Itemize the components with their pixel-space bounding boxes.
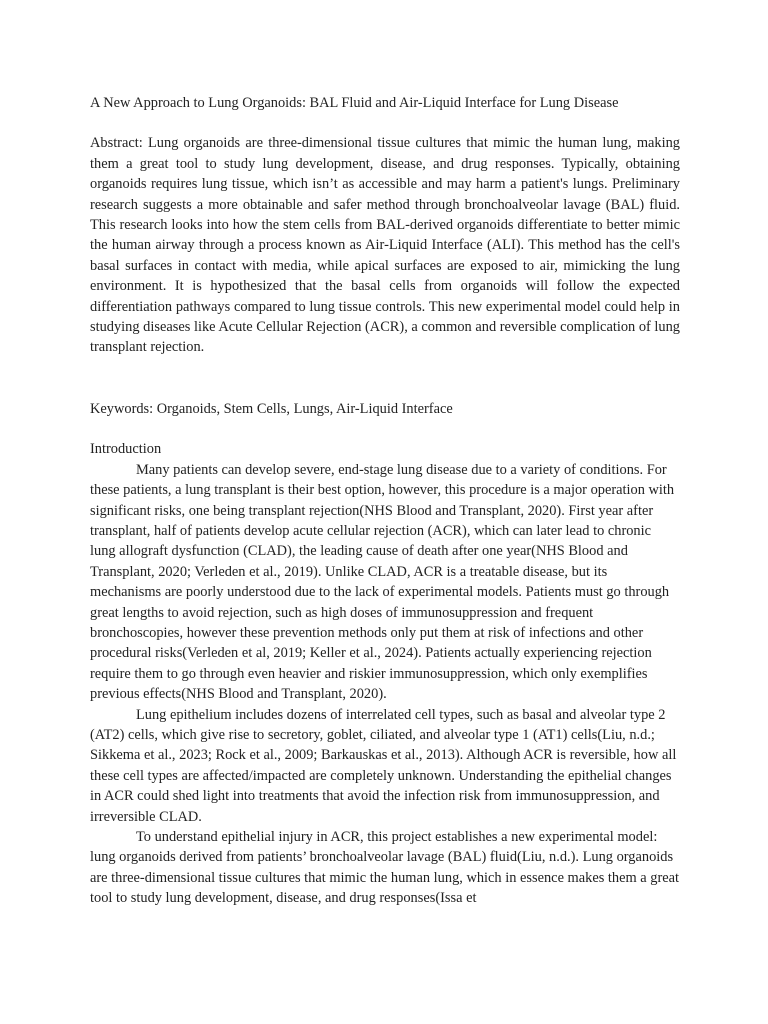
paper-title: A New Approach to Lung Organoids: BAL Fluid and Air-Liquid Interface for Lung Disease [90,95,619,111]
introduction-paragraph-1: Many patients can develop severe, end-stage lung disease due to a variety of conditions. For these patients, a lung transplant is their best option, however, this procedure is a major operation with significant risks, one being transplant rejection(NHS Blood and Transplant, 2020). First year after transplant, half of patients develop acute cellular rejection (ACR), which can later lead to chronic lung allograft dysfunction (CLAD), the leading cause of death after one year(NHS Blood and Transplant, 2020; Verleden et al., 2019). Unlike CLAD, ACR is a treatable disease, but its mechanisms are poorly understood due to the lack of experimental models. Patients must go through great lengths to avoid rejection, such as high doses of immunosuppression and frequent bronchoscopies, however these prevention methods only put them at risk of infections and other procedural risks(Verleden et al, 2019; Keller et al., 2024). Patients actually experiencing rejection require them to go through even heavier and riskier immunosuppression, which only exemplifies previous effects(NHS Blood and Transplant, 2020). [90,461,675,703]
introduction-paragraph-2: Lung epithelium includes dozens of interrelated cell types, such as basal and alveolar type 2 (AT2) cells, which give rise to secretory, goblet, ciliated, and alveolar type 1 (AT1) cells(Liu, n.d.; Sikkema et al., 2023; Rock et al., 2009; Barkauskas et al., 2013). Although ACR is reversible, how all these cell types are affected/impacted are completely unknown. Understanding the epithelial changes in ACR could shed light into treatments that avoid the infection risk from immunosuppression, and irreversible CLAD. [90,706,677,825]
paper-page [90,93,680,909]
introduction-paragraph-3: To understand epithelial injury in ACR, this project establishes a new experimental model: lung organoids derived from patients’ bronchoalveolar lavage (BAL) fluid(Liu, n.d.). Lung organoids are three-dimensional tissue cultures that mimic the human lung, which in essence makes them a great tool to study lung development, disease, and drug responses(Issa et [90,829,680,907]
introduction-heading: Introduction [90,441,162,458]
keywords-line: Keywords: Organoids, Stem Cells, Lungs, Air-Liquid Interface [90,400,453,417]
abstract-paragraph: Abstract: Lung organoids are three-dimensional tissue cultures that mimic the human lung, making them a great tool to study lung development, disease, and drug responses. Typically, obtaining organoids requires lung tissue, which isn’t as accessible and may harm a patient's lungs. Preliminary research suggests a more obtainable and safer method through bronchoalveolar lavage (BAL) fluid. This research looks into how the stem cells from BAL-derived organoids differentiate to better mimic the human airway through a process known as Air-Liquid Interface (ALI). This method has the cell's basal surfaces in contact with media, while apical surfaces are exposed to air, mimicking the lung environment. It is hypothesized that the basal cells from organoids will follow the expected differentiation pathways compared to lung tissue controls. This new experimental model could help in studying diseases like Acute Cellular Rejection (ACR), a common and reversible complication of lung transplant rejection. [90,135,680,356]
